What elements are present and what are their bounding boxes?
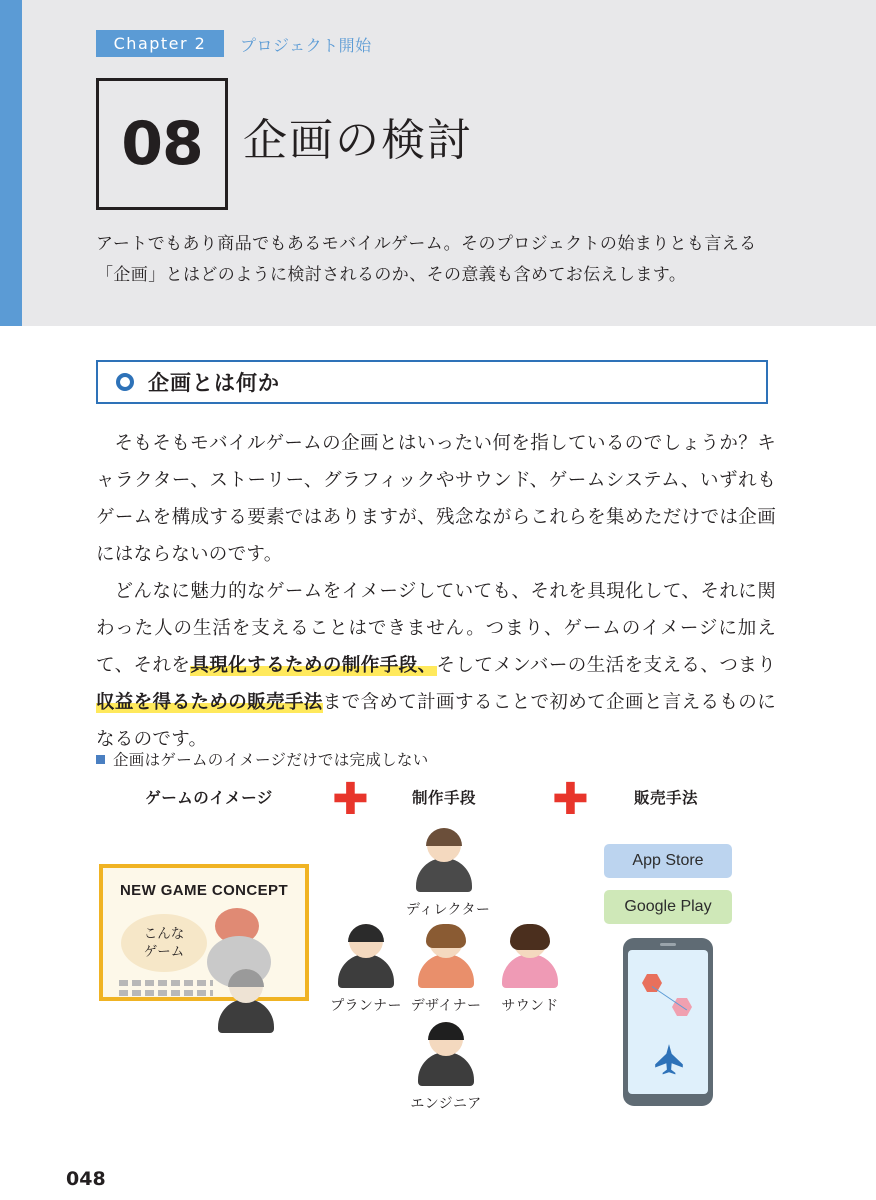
- person-hair: [428, 1022, 464, 1040]
- lead-paragraph: アートでもあり商品でもあるモバイルゲーム。そのプロジェクトの始まりとも言える「企画」とはどのように検討されるのか、その意義も含めてお伝えします。: [96, 234, 757, 285]
- paragraph-1: そもそもモバイルゲームの企画とはいったい何を指しているのでしょうか？キャラクター、ストーリー、グラフィックやサウンド、ゲームシステム、いずれもゲームを構成する要素ではありますが、残念ながらこれらを集めただけでは企画にはならないのです。: [96, 432, 776, 564]
- person-hair: [426, 924, 466, 948]
- person-engineer: [408, 1022, 484, 1113]
- concept-bubble: [121, 914, 207, 972]
- person-body: [418, 1052, 474, 1086]
- sales-column: [586, 786, 756, 1126]
- paragraph-2-part-a: どんなに魅力的なゲームをイメージしていても、それを具現化して、それに関わった人の生活を支えることはできません。つまり、ゲームのイメージに加えて、それを: [96, 580, 776, 675]
- concept-card-title: NEW GAME CONCEPT: [119, 882, 289, 899]
- figure-caption: [96, 748, 429, 770]
- person-head: [427, 828, 461, 862]
- person-hair: [228, 969, 264, 987]
- paragraph-2-part-c: まで含めて計画することで初めて企画と言えるものになるのです。: [96, 691, 776, 749]
- person-director: [406, 828, 491, 919]
- hex-icon-1: [642, 974, 662, 992]
- app-store-badge[interactable]: App Store: [604, 844, 732, 878]
- person-label: エンジニア: [410, 1095, 482, 1111]
- person-label: デザイナー: [410, 997, 482, 1013]
- concept-person-figure: [208, 969, 284, 1033]
- paragraph-2-highlight-1: 具現化するための制作手段、: [190, 654, 437, 675]
- person-head: [513, 924, 547, 958]
- jet-icon: [650, 1042, 688, 1076]
- bullet-circle-icon: [116, 373, 134, 391]
- person-planner: [328, 924, 404, 1015]
- phone-screen: [628, 950, 708, 1094]
- person-body: [502, 954, 558, 988]
- page-title: 企画の検討: [243, 116, 473, 165]
- person-body: [338, 954, 394, 988]
- paragraph-2-highlight-2: 収益を得るための販売手法: [96, 691, 323, 712]
- plus-icon-2: ✚: [552, 774, 589, 825]
- person-hair: [348, 924, 384, 942]
- person-head: [429, 924, 463, 958]
- section-number: 08: [121, 109, 203, 179]
- paragraph-2-part-b: そしてメンバーの生活を支える、つまり: [436, 654, 776, 675]
- figure-column-label-sales: 販売手法: [633, 790, 698, 807]
- person-body: [416, 858, 472, 892]
- plus-icon-1: ✚: [332, 774, 369, 825]
- chapter-subtitle: プロジェクト開始: [240, 38, 372, 55]
- section-heading: [96, 360, 768, 404]
- google-play-badge[interactable]: Google Play: [604, 890, 732, 924]
- section-heading-label: 企画とは何か: [148, 372, 280, 395]
- person-hair: [426, 828, 462, 846]
- person-hair: [510, 924, 550, 950]
- header-accent-bar: [0, 0, 22, 326]
- person-body: [218, 999, 274, 1033]
- person-body: [418, 954, 474, 988]
- person-sound: [492, 924, 568, 1015]
- phone-mockup: [623, 938, 713, 1106]
- body-copy: [96, 424, 776, 757]
- person-head: [349, 924, 383, 958]
- person-designer: [408, 924, 484, 1015]
- page-number: 048: [66, 1168, 106, 1190]
- chapter-tag: Chapter 2: [96, 30, 224, 57]
- figure-column-label-production: 制作手段: [411, 790, 476, 807]
- concept-text-line-1: [119, 980, 213, 986]
- figure-caption-label: 企画はゲームのイメージだけでは完成しない: [113, 752, 429, 769]
- phone-speaker-icon: [660, 943, 676, 946]
- figure-column-label-concept: ゲームのイメージ: [145, 790, 273, 807]
- concept-bubble-line-1: こんな: [143, 925, 185, 941]
- figure-diagram: [96, 774, 776, 1126]
- paragraph-2: [96, 572, 776, 757]
- person-head: [429, 1022, 463, 1056]
- person-label: ディレクター: [406, 901, 491, 917]
- section-number-box: [96, 78, 228, 210]
- person-label: サウンド: [501, 997, 559, 1013]
- person-label: プランナー: [330, 997, 402, 1013]
- concept-bubble-line-2: ゲーム: [143, 944, 185, 959]
- concept-text-line-2: [119, 990, 213, 996]
- person-head: [229, 969, 263, 1003]
- square-bullet-icon: [96, 755, 105, 764]
